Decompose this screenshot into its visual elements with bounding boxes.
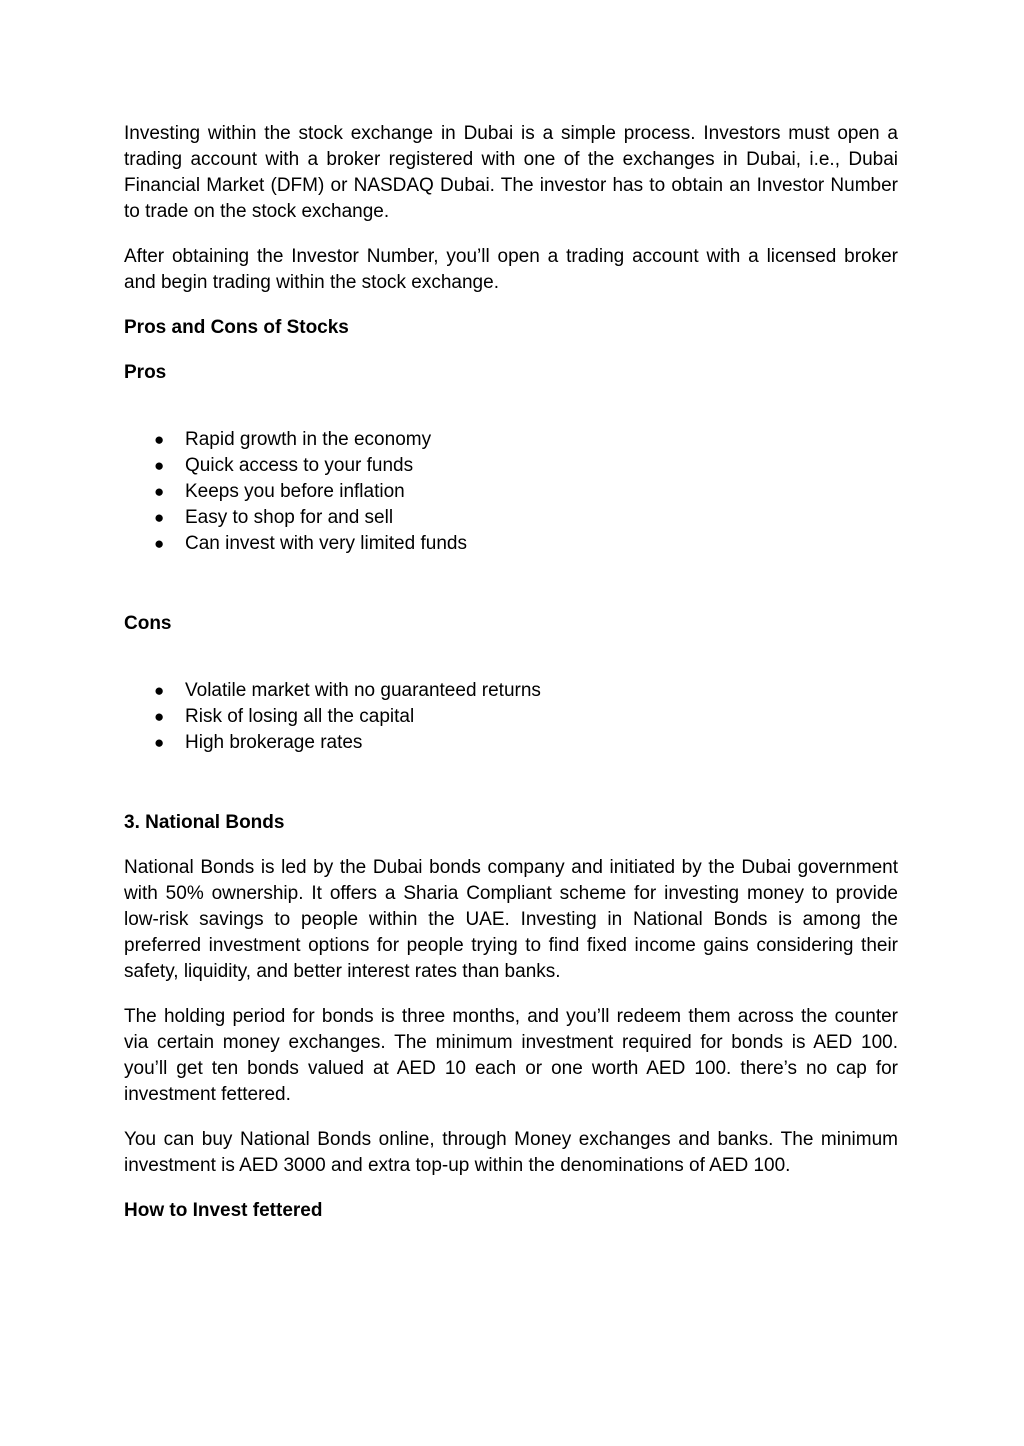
bullet-icon: ●	[154, 681, 165, 700]
bullet-icon: ●	[154, 534, 165, 553]
bonds-paragraph-2: The holding period for bonds is three months, and you’ll redeem them across the counter via certain money exchanges. The minimum investment required for bonds is AED 100. you’ll get ten bonds valued at AED 10 each or one worth AED 100. there’s no cap for investment fettered.	[124, 1006, 898, 1105]
list-item: ● Keeps you before inflation	[124, 479, 898, 505]
document-page	[124, 121, 898, 1224]
bullet-icon: ●	[154, 430, 165, 449]
list-item: ● Quick access to your funds	[124, 453, 898, 479]
cons-list	[124, 678, 898, 756]
pros-heading: Pros	[124, 362, 167, 383]
bonds-paragraph-3: You can buy National Bonds online, through Money exchanges and banks. The minimum investment is AED 3000 and extra top-up within the denominations of AED 100.	[124, 1129, 898, 1176]
list-item: ● High brokerage rates	[124, 730, 898, 756]
bullet-icon: ●	[154, 707, 165, 726]
list-item: ● Risk of losing all the capital	[124, 704, 898, 730]
intro-paragraph-1: Investing within the stock exchange in Dubai is a simple process. Investors must open a trading account with a broker registered with one of the exchanges in Dubai, i.e., Dubai Financial Market (DFM) or NASDAQ Dubai. The investor has to obtain an Investor Number to trade on the stock exchange.	[124, 123, 898, 222]
list-item: ● Easy to shop for and sell	[124, 505, 898, 531]
bullet-icon: ●	[154, 508, 165, 527]
stocks-heading: Pros and Cons of Stocks	[124, 317, 349, 338]
national-bonds-heading: 3. National Bonds	[124, 812, 285, 833]
cons-heading: Cons	[124, 613, 172, 634]
list-item: ● Can invest with very limited funds	[124, 531, 898, 557]
list-item: ● Volatile market with no guaranteed returns	[124, 678, 898, 704]
how-to-invest-heading: How to Invest fettered	[124, 1200, 323, 1221]
bonds-paragraph-1: National Bonds is led by the Dubai bonds company and initiated by the Dubai government with 50% ownership. It offers a Sharia Compliant scheme for investing money to provide low-risk savings to people within the UAE. Investing in National Bonds is among the preferred investment options for people trying to find fixed income gains considering their safety, liquidity, and better interest rates than banks.	[124, 857, 898, 982]
intro-paragraph-2: After obtaining the Investor Number, you’ll open a trading account with a licensed broker and begin trading within the stock exchange.	[124, 246, 898, 293]
bullet-icon: ●	[154, 482, 165, 501]
list-item: ● Rapid growth in the economy	[124, 427, 898, 453]
bullet-icon: ●	[154, 733, 165, 752]
pros-list	[124, 427, 898, 557]
bullet-icon: ●	[154, 456, 165, 475]
